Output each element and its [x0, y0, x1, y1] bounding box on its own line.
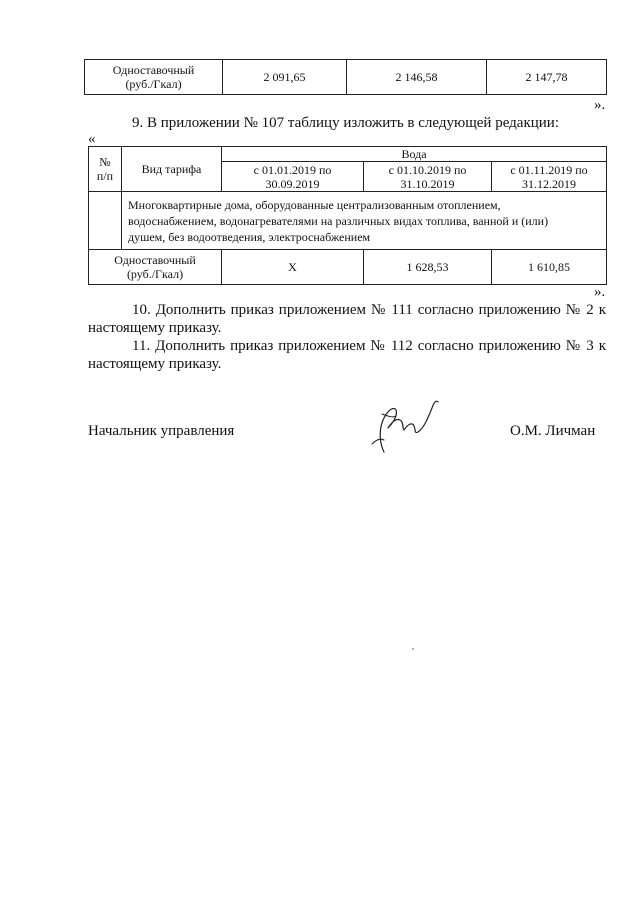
paragraph-9: 9. В приложении № 107 таблицу изложить в следующей редакции:: [132, 115, 559, 131]
period-cell: [492, 162, 607, 192]
closing-quote: ».: [594, 97, 606, 113]
description-line: Многоквартирные дома, оборудованные централизованным отоплением,: [128, 197, 501, 212]
period-cell: [364, 162, 492, 192]
row-label-line: Одноставочный: [114, 253, 196, 267]
period-cell: [222, 162, 364, 192]
period-end: 30.09.2019: [265, 176, 320, 191]
closing-quote: ».: [594, 284, 606, 300]
row-label-cell: [89, 250, 222, 285]
description-line: водоснабжением, водонагревателями на различных видах топлива, ванной и (или): [128, 213, 549, 228]
tariff-table-continuation: [84, 59, 607, 95]
description-cell: [122, 192, 607, 250]
table-row: [89, 250, 607, 285]
period-end: 31.12.2019: [522, 176, 577, 191]
table-row: [85, 60, 607, 95]
row-label-cell: [85, 60, 223, 95]
empty-number-cell: [89, 192, 122, 250]
signatory-name: О.М. Личман: [510, 423, 596, 439]
header-number-sign: №: [99, 155, 111, 169]
value-cell: 2 091,65: [223, 60, 347, 95]
paragraph-10-line2: настоящему приказу.: [88, 320, 222, 336]
water-tariff-table: [88, 146, 607, 285]
header-tariff-type: Вид тарифа: [122, 147, 222, 192]
period-start: с 01.10.2019 по: [388, 162, 467, 177]
header-number-abbr: п/п: [96, 169, 114, 183]
table-row: [89, 192, 607, 250]
period-start: с 01.11.2019 по: [510, 162, 588, 177]
paragraph-10-line1: 10. Дополнить приказ приложением № 111 согласно приложению № 2 к: [132, 302, 606, 318]
table-header-row: [89, 147, 607, 162]
signatory-position: Начальник управления: [88, 423, 235, 439]
description-line: душем, без водоотведения, электроснабжением: [128, 229, 371, 244]
row-label-unit: (руб./Гкал): [125, 77, 182, 91]
row-label-unit: (руб./Гкал): [126, 267, 184, 281]
paragraph-11-line1: 11. Дополнить приказ приложением № 112 согласно приложению № 3 к: [132, 338, 606, 354]
value-cell: 1 610,85: [492, 250, 607, 285]
value-cell: 1 628,53: [364, 250, 492, 285]
period-end: 31.10.2019: [400, 176, 455, 191]
row-label-line: Одноставочный: [112, 63, 195, 77]
paragraph-11-line2: настоящему приказу.: [88, 356, 222, 372]
handwritten-signature: [362, 394, 452, 456]
value-cell: 2 146,58: [347, 60, 487, 95]
header-number-cell: [89, 147, 122, 192]
value-cell: 2 147,78: [487, 60, 607, 95]
header-water-group: Вода: [222, 147, 607, 162]
opening-quote: «: [88, 131, 96, 147]
scan-speck: [412, 648, 414, 650]
value-cell: Х: [222, 250, 364, 285]
period-start: с 01.01.2019 по: [253, 162, 332, 177]
